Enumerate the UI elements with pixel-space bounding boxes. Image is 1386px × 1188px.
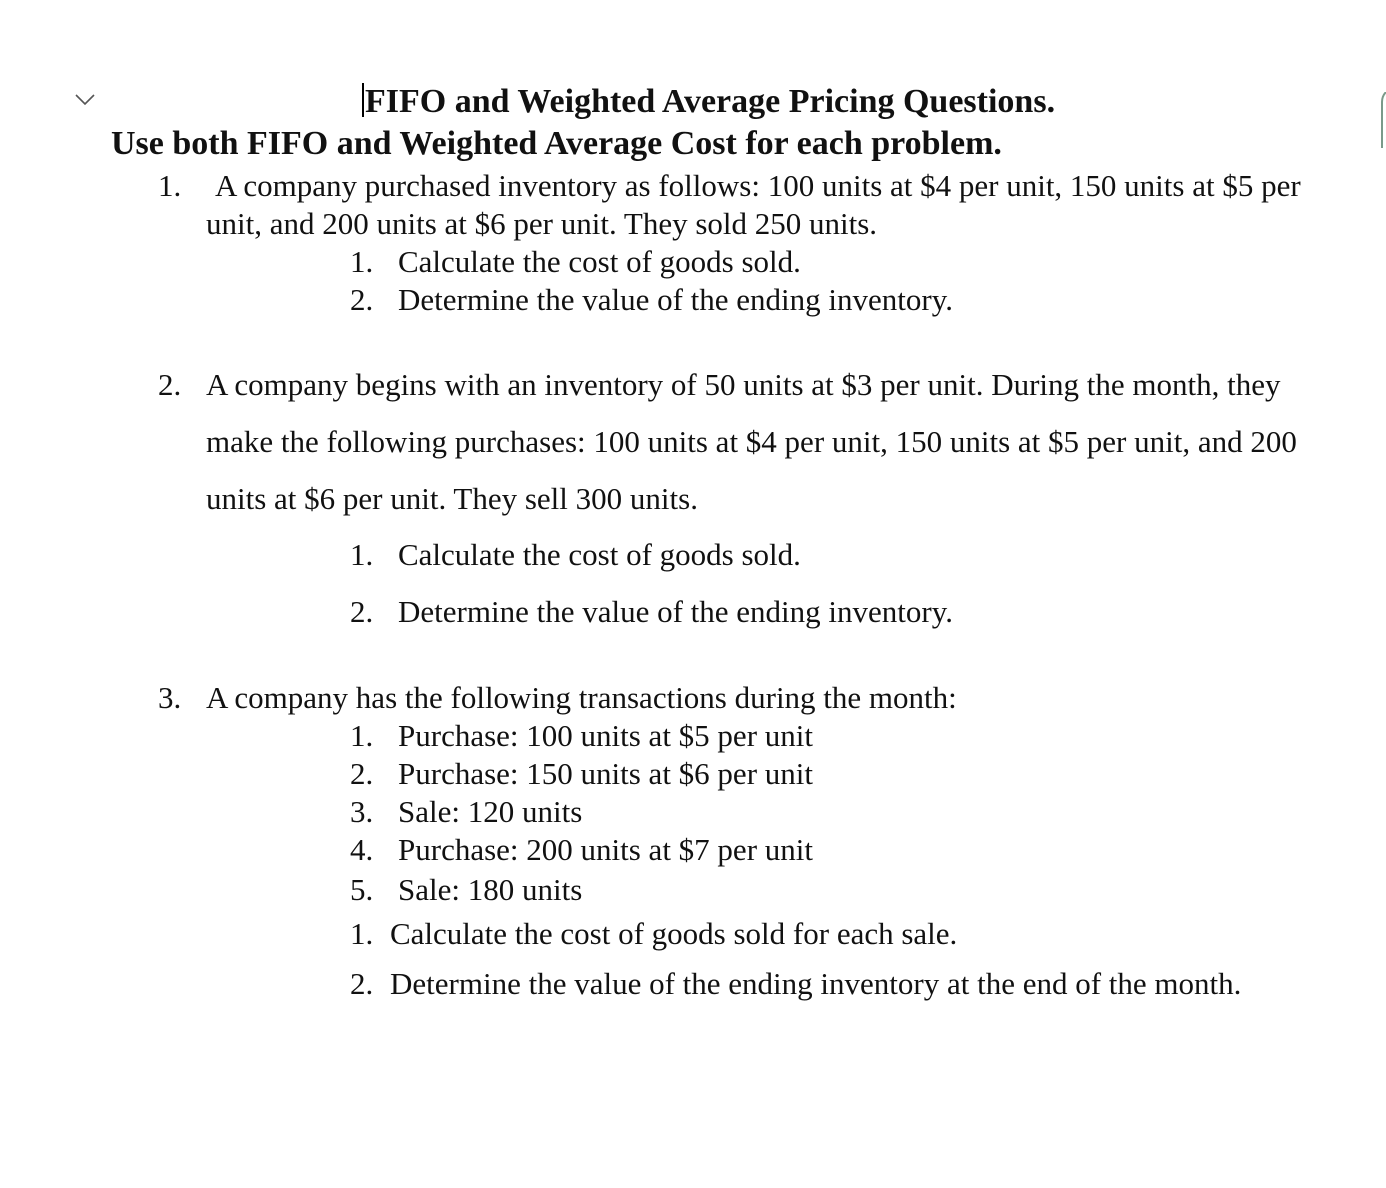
q3-transaction5-text: Sale: 180 units bbox=[398, 872, 583, 907]
q2-text-line1: A company begins with an inventory of 50 units at $3 per unit. During the month, they bbox=[206, 367, 1281, 402]
q1-sub2-text: Determine the value of the ending inventory. bbox=[398, 282, 953, 317]
q3-transaction3-text: Sale: 120 units bbox=[398, 794, 583, 829]
q3-transaction1-number: 1. bbox=[350, 718, 374, 753]
q2-sub1-number: 1. bbox=[350, 537, 374, 572]
q3-transaction1-text: Purchase: 100 units at $5 per unit bbox=[398, 718, 813, 753]
q1-sub2-number: 2. bbox=[350, 282, 374, 317]
q3-transaction5-number: 5. bbox=[350, 872, 374, 907]
q1-number: 1. bbox=[158, 168, 182, 203]
q3-transaction2-text: Purchase: 150 units at $6 per unit bbox=[398, 756, 813, 791]
q1-sub1-text: Calculate the cost of goods sold. bbox=[398, 244, 801, 279]
q2-sub1-text: Calculate the cost of goods sold. bbox=[398, 537, 801, 572]
q3-transaction3-number: 3. bbox=[350, 794, 374, 829]
q3-sub1-text: Calculate the cost of goods sold for each sale. bbox=[390, 916, 958, 951]
q2-sub2-text: Determine the value of the ending inventory. bbox=[398, 594, 953, 629]
q3-sub2-text: Determine the value of the ending inventory at the end of the month. bbox=[390, 966, 1242, 1001]
q1-sub1-number: 1. bbox=[350, 244, 374, 279]
q2-text-line2: make the following purchases: 100 units at $4 per unit, 150 units at $5 per unit, and 200 bbox=[206, 424, 1297, 459]
q3-transaction4-number: 4. bbox=[350, 832, 374, 867]
q3-number: 3. bbox=[158, 680, 182, 715]
panel-handle-icon[interactable] bbox=[1380, 92, 1386, 148]
q1-text-line1: A company purchased inventory as follows: 100 units at $4 per unit, 150 units at $5 per bbox=[215, 168, 1301, 203]
q1-text-line2: unit, and 200 units at $6 per unit. They sold 250 units. bbox=[206, 206, 878, 241]
q3-text-line1: A company has the following transactions during the month: bbox=[206, 680, 957, 715]
q3-transaction2-number: 2. bbox=[350, 756, 374, 791]
q3-transaction4-text: Purchase: 200 units at $7 per unit bbox=[398, 832, 813, 867]
title-text: FIFO and Weighted Average Pricing Questions. bbox=[365, 83, 1056, 120]
document-title bbox=[362, 82, 1055, 122]
text-cursor bbox=[362, 83, 364, 117]
q2-text-line3: units at $6 per unit. They sell 300 units. bbox=[206, 481, 698, 516]
q3-sub1-number: 1. bbox=[350, 916, 374, 951]
chevron-down-icon[interactable] bbox=[74, 92, 96, 108]
document-subtitle: Use both FIFO and Weighted Average Cost for each problem. bbox=[111, 125, 1002, 162]
q3-sub2-number: 2. bbox=[350, 966, 374, 1001]
q2-sub2-number: 2. bbox=[350, 594, 374, 629]
q2-number: 2. bbox=[158, 367, 182, 402]
